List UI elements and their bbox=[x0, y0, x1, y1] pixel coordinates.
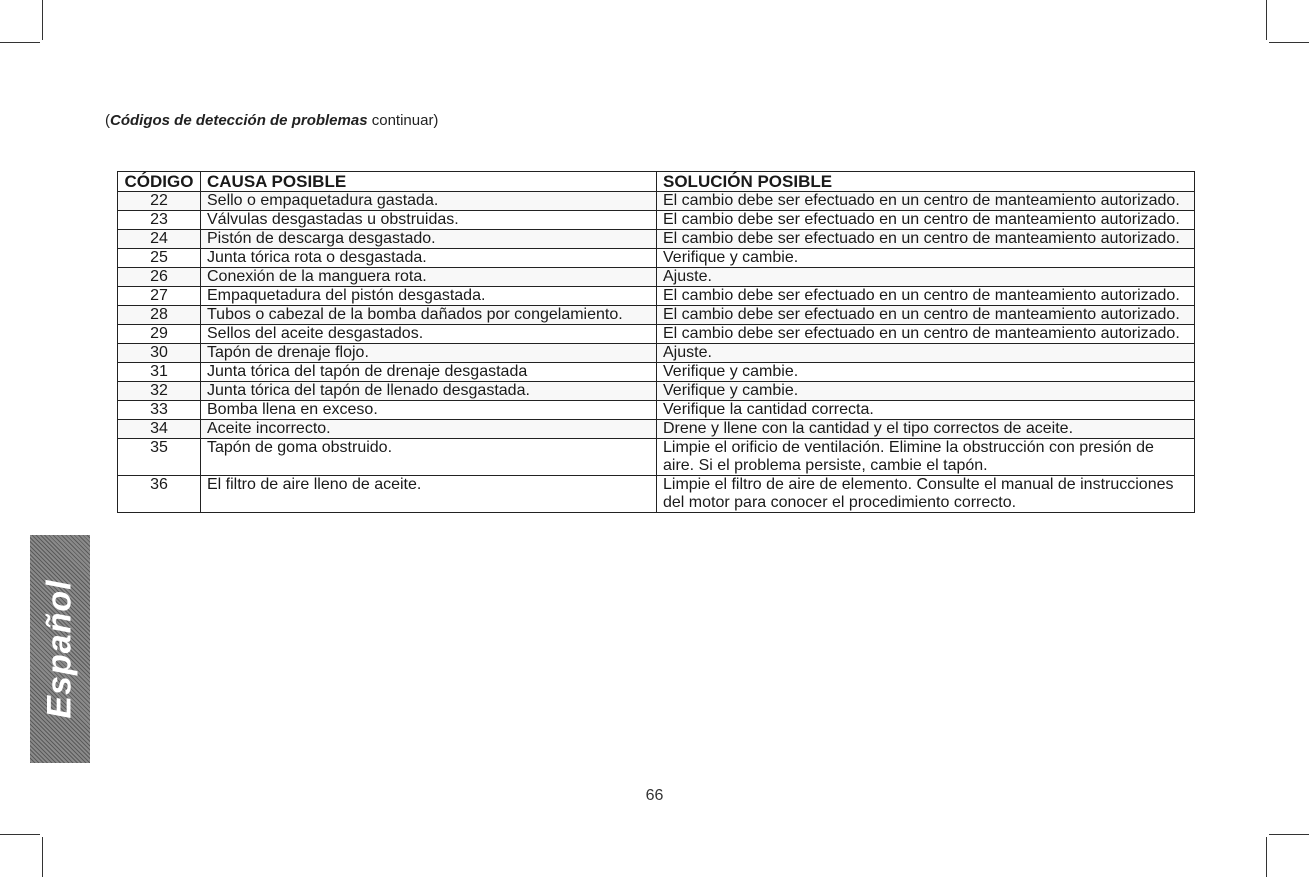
table-row bbox=[118, 476, 1195, 513]
row-solution: Verifique y cambie. bbox=[657, 363, 1195, 382]
row-code: 22 bbox=[118, 192, 201, 211]
crop-mark bbox=[42, 837, 43, 877]
page-number: 66 bbox=[645, 787, 664, 804]
caption-prefix: ( bbox=[105, 112, 110, 129]
row-cause: Válvulas desgastadas u obstruidas. bbox=[201, 211, 657, 230]
row-code: 33 bbox=[118, 401, 201, 420]
header-code: CÓDIGO bbox=[118, 172, 201, 192]
table-row bbox=[118, 192, 1195, 211]
row-solution: Ajuste. bbox=[657, 268, 1195, 287]
row-solution: El cambio debe ser efectuado en un centro de manteamiento autorizado. bbox=[657, 211, 1195, 230]
crop-mark bbox=[1269, 834, 1309, 835]
crop-mark bbox=[0, 42, 40, 43]
crop-mark bbox=[0, 834, 40, 835]
row-code: 26 bbox=[118, 268, 201, 287]
side-tab-label: Español bbox=[40, 579, 79, 719]
row-solution: Limpie el orificio de ventilación. Elimine la obstrucción con presión de aire. Si el problema persiste, cambie el tapón. bbox=[657, 439, 1195, 476]
row-solution: Verifique y cambie. bbox=[657, 382, 1195, 401]
row-solution: El cambio debe ser efectuado en un centro de manteamiento autorizado. bbox=[657, 325, 1195, 344]
language-side-tab bbox=[30, 535, 90, 763]
crop-mark bbox=[1269, 42, 1309, 43]
row-code: 23 bbox=[118, 211, 201, 230]
row-solution: El cambio debe ser efectuado en un centro de manteamiento autorizado. bbox=[657, 192, 1195, 211]
row-cause: Tubos o cabezal de la bomba dañados por congelamiento. bbox=[201, 306, 657, 325]
table-row bbox=[118, 439, 1195, 476]
row-code: 34 bbox=[118, 420, 201, 439]
table-header-row bbox=[118, 172, 1195, 192]
table-row bbox=[118, 382, 1195, 401]
row-cause: Tapón de drenaje flojo. bbox=[201, 344, 657, 363]
crop-mark bbox=[1266, 0, 1267, 40]
row-solution: El cambio debe ser efectuado en un centro de manteamiento autorizado. bbox=[657, 306, 1195, 325]
row-cause: Aceite incorrecto. bbox=[201, 420, 657, 439]
row-cause: Junta tórica rota o desgastada. bbox=[201, 249, 657, 268]
row-code: 32 bbox=[118, 382, 201, 401]
row-solution: Verifique la cantidad correcta. bbox=[657, 401, 1195, 420]
row-cause: Junta tórica del tapón de llenado desgastada. bbox=[201, 382, 657, 401]
crop-mark bbox=[42, 0, 43, 40]
row-solution: El cambio debe ser efectuado en un centro de manteamiento autorizado. bbox=[657, 287, 1195, 306]
row-cause: Sello o empaquetadura gastada. bbox=[201, 192, 657, 211]
caption-title: Códigos de detección de problemas bbox=[110, 112, 368, 129]
troubleshooting-table bbox=[117, 171, 1195, 513]
row-solution: El cambio debe ser efectuado en un centro de manteamiento autorizado. bbox=[657, 230, 1195, 249]
table-row bbox=[118, 401, 1195, 420]
row-solution: Verifique y cambie. bbox=[657, 249, 1195, 268]
row-code: 36 bbox=[118, 476, 201, 513]
table-row bbox=[118, 325, 1195, 344]
table-row bbox=[118, 363, 1195, 382]
table-row bbox=[118, 211, 1195, 230]
row-cause: Empaquetadura del pistón desgastada. bbox=[201, 287, 657, 306]
row-cause: Conexión de la manguera rota. bbox=[201, 268, 657, 287]
row-cause: Sellos del aceite desgastados. bbox=[201, 325, 657, 344]
table-row bbox=[118, 306, 1195, 325]
table-row bbox=[118, 230, 1195, 249]
table-row bbox=[118, 268, 1195, 287]
crop-mark bbox=[1266, 837, 1267, 877]
row-cause: El filtro de aire lleno de aceite. bbox=[201, 476, 657, 513]
row-code: 27 bbox=[118, 287, 201, 306]
table-row bbox=[118, 287, 1195, 306]
header-cause: CAUSA POSIBLE bbox=[201, 172, 657, 192]
row-cause: Junta tórica del tapón de drenaje desgastada bbox=[201, 363, 657, 382]
row-code: 25 bbox=[118, 249, 201, 268]
row-cause: Tapón de goma obstruido. bbox=[201, 439, 657, 476]
table-row bbox=[118, 344, 1195, 363]
table-caption bbox=[105, 112, 438, 129]
row-solution: Limpie el filtro de aire de elemento. Consulte el manual de instrucciones del motor para conocer el procedimiento correcto. bbox=[657, 476, 1195, 513]
row-cause: Bomba llena en exceso. bbox=[201, 401, 657, 420]
row-code: 24 bbox=[118, 230, 201, 249]
row-solution: Drene y llene con la cantidad y el tipo correctos de aceite. bbox=[657, 420, 1195, 439]
header-solution: SOLUCIÓN POSIBLE bbox=[657, 172, 1195, 192]
row-code: 30 bbox=[118, 344, 201, 363]
row-code: 28 bbox=[118, 306, 201, 325]
row-code: 35 bbox=[118, 439, 201, 476]
row-solution: Ajuste. bbox=[657, 344, 1195, 363]
row-code: 31 bbox=[118, 363, 201, 382]
caption-continued: continuar) bbox=[367, 112, 439, 129]
row-code: 29 bbox=[118, 325, 201, 344]
table-row bbox=[118, 420, 1195, 439]
row-cause: Pistón de descarga desgastado. bbox=[201, 230, 657, 249]
table-row bbox=[118, 249, 1195, 268]
